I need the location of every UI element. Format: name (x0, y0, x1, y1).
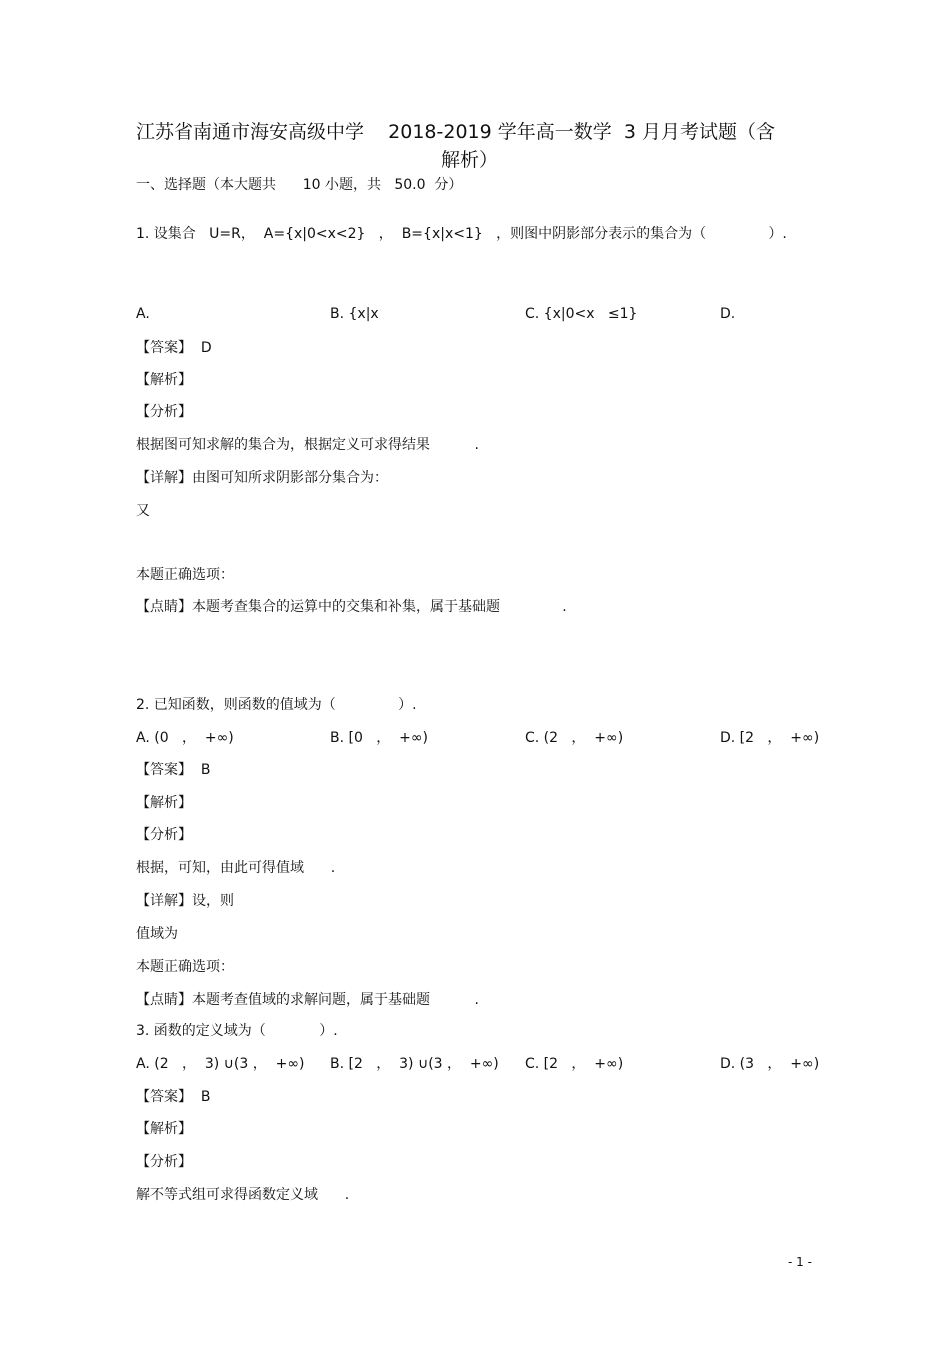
q3-fenxi-text: 解不等式组可求得函数定义域 . (136, 1187, 350, 1203)
q1-option-c: C. {x|0<x ≤1} (525, 306, 638, 322)
q2-fenxi-label: 【分析】 (136, 827, 192, 843)
document-title-line-1: 江苏省南通市海安高级中学 2018-2019 学年高一数学 3 月月考试题（含 (136, 121, 775, 143)
q3-analysis-label: 【解析】 (136, 1121, 192, 1137)
q1-fenxi-text: 根据图可知求解的集合为，根据定义可求得结果 . (136, 437, 479, 453)
q1-comment: 【点睛】本题考查集合的运算中的交集和补集，属于基础题 . (136, 599, 567, 615)
q1-detail-2: 又 (136, 503, 150, 519)
q3-option-c: C. [2 ， +∞) (525, 1056, 624, 1072)
q1-analysis-label: 【解析】 (136, 372, 192, 388)
q2-correct-option: 本题正确选项： (136, 959, 234, 975)
q2-option-b: B. [0 ， +∞) (330, 730, 428, 746)
q2-analysis-label: 【解析】 (136, 795, 192, 811)
q3-stem: 3. 函数的定义域为（ ）. (136, 1023, 338, 1039)
q1-option-b: B. {x|x (330, 306, 379, 322)
q2-detail-2: 值域为 (136, 926, 178, 942)
q3-option-d: D. (3 ， +∞) (720, 1056, 820, 1072)
q1-option-a: A. (136, 306, 150, 322)
q2-option-d: D. [2 ， +∞) (720, 730, 820, 746)
q3-answer: 【答案】 B (136, 1089, 211, 1105)
q1-correct-option: 本题正确选项： (136, 567, 234, 583)
q1-option-d: D. (720, 306, 736, 322)
q2-option-c: C. (2 ， +∞) (525, 730, 624, 746)
q1-fenxi-label: 【分析】 (136, 404, 192, 420)
q3-option-a: A. (2 ， 3) ∪(3 ， +∞) (136, 1056, 305, 1072)
q2-detail: 【详解】设，则 (136, 893, 234, 909)
q2-comment: 【点睛】本题考查值域的求解问题，属于基础题 . (136, 992, 479, 1008)
q1-answer: 【答案】 D (136, 340, 212, 356)
q2-answer: 【答案】 B (136, 762, 211, 778)
q3-option-b: B. [2 ， 3) ∪(3 ， +∞) (330, 1056, 499, 1072)
q1-stem: 1. 设集合 U=R， A={x|0<x<2} ， B={x|x<1} ，则图中阴影部分表示的集合为（ ）. (136, 226, 787, 242)
q2-option-a: A. (0 ， +∞) (136, 730, 234, 746)
document-title-line-2: 解析） (441, 149, 499, 171)
q2-fenxi-text: 根据，可知，由此可得值域 . (136, 860, 336, 876)
q1-detail: 【详解】由图可知所求阴影部分集合为： (136, 470, 388, 486)
page-number: - 1 - (788, 1255, 812, 1269)
section-heading: 一、选择题（本大题共 10 小题，共 50.0 分） (136, 177, 463, 193)
q2-stem: 2. 已知函数，则函数的值域为（ ）. (136, 697, 417, 713)
q3-fenxi-label: 【分析】 (136, 1154, 192, 1170)
